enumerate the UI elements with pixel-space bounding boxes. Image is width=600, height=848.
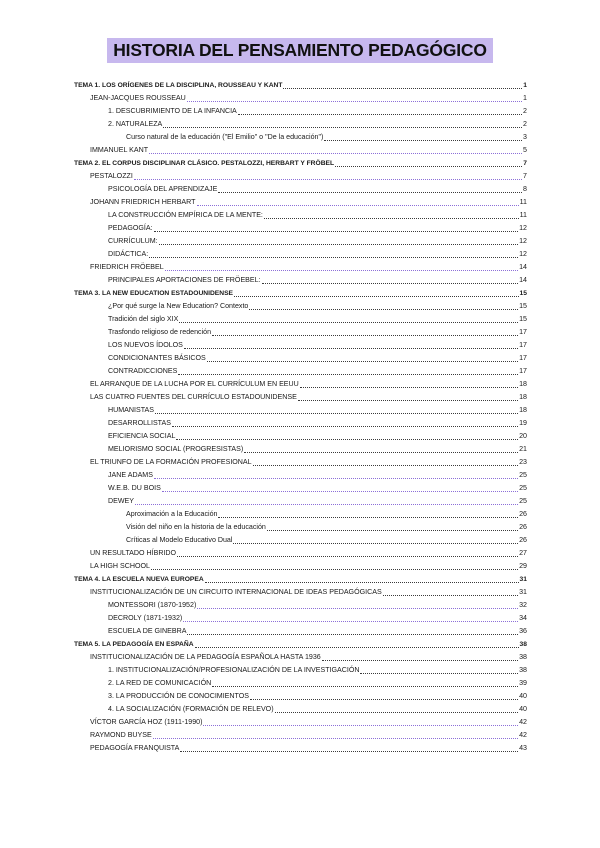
toc-entry-label: INSTITUCIONALIZACIÓN DE UN CIRCUITO INTERNACIONAL DE IDEAS PEDAGÓGICAS	[90, 588, 382, 597]
dot-leader	[197, 198, 519, 206]
dot-leader	[155, 406, 518, 414]
toc-entry-label: MELIORISMO SOCIAL (PROGRESISTAS)	[108, 445, 244, 454]
toc-entry-label: PRINCIPALES APORTACIONES DE FRÖEBEL:	[108, 276, 261, 285]
toc-entry-page-number: 15	[519, 315, 527, 324]
toc-entry[interactable]	[74, 637, 527, 649]
toc-entry[interactable]	[126, 520, 527, 532]
dot-leader	[324, 133, 522, 141]
dot-leader	[195, 640, 519, 648]
toc-entry[interactable]	[108, 598, 527, 610]
dot-leader	[244, 445, 518, 453]
toc-entry-label: JOHANN FRIEDRICH HERBART	[90, 198, 196, 207]
toc-entry[interactable]	[108, 208, 527, 220]
toc-entry-label: DEWEY	[108, 497, 135, 506]
dot-leader	[212, 679, 518, 687]
toc-entry-page-number: 26	[519, 523, 527, 532]
toc-entry-label: LA CONSTRUCCIÓN EMPÍRICA DE LA MENTE:	[108, 211, 263, 220]
dot-leader	[154, 471, 518, 479]
toc-entry[interactable]	[108, 403, 527, 415]
toc-entry-page-number: 18	[519, 393, 527, 402]
toc-entry[interactable]	[108, 676, 527, 688]
toc-entry[interactable]	[108, 182, 527, 194]
dot-leader	[159, 237, 518, 245]
toc-entry[interactable]	[108, 689, 527, 701]
dot-leader	[184, 341, 518, 349]
toc-entry[interactable]	[108, 663, 527, 675]
toc-entry[interactable]	[90, 91, 527, 103]
toc-entry-page-number: 11	[519, 211, 527, 220]
dot-leader	[283, 81, 522, 89]
toc-entry-label: PESTALOZZI	[90, 172, 133, 181]
toc-entry-page-number: 25	[519, 497, 527, 506]
dot-leader	[253, 458, 519, 466]
toc-entry-label: CURRÍCULUM:	[108, 237, 158, 246]
toc-entry-page-number: 40	[519, 705, 527, 714]
dot-leader	[183, 614, 518, 622]
toc-entry-page-number: 7	[523, 172, 527, 181]
toc-entry-label: 3. LA PRODUCCIÓN DE CONOCIMIENTOS	[108, 692, 249, 701]
toc-entry-label: FRIEDRICH FRÖEBEL	[90, 263, 164, 272]
toc-entry-page-number: 17	[519, 328, 527, 337]
dot-leader	[177, 549, 518, 557]
toc-entry-page-number: 42	[519, 718, 527, 727]
toc-entry-label: TEMA 1. LOS ORÍGENES DE LA DISCIPLINA, ROUSSEAU Y KANT	[74, 82, 283, 90]
toc-entry[interactable]	[108, 481, 527, 493]
dot-leader	[176, 432, 518, 440]
toc-entry[interactable]	[90, 455, 527, 467]
toc-entry[interactable]	[108, 312, 527, 324]
toc-entry[interactable]	[90, 377, 527, 389]
toc-entry-page-number: 25	[519, 471, 527, 480]
toc-entry-label: RAYMOND BUYSE	[90, 731, 152, 740]
dot-leader	[218, 510, 518, 518]
dot-leader	[197, 601, 518, 609]
dot-leader	[163, 120, 522, 128]
toc-entry-page-number: 20	[519, 432, 527, 441]
toc-entry-page-number: 23	[519, 458, 527, 467]
dot-leader	[187, 627, 518, 635]
toc-entry[interactable]	[108, 429, 527, 441]
toc-entry-label: 2. LA RED DE COMUNICACIÓN	[108, 679, 212, 688]
toc-entry-page-number: 19	[519, 419, 527, 428]
toc-entry-label: Críticas al Modelo Educativo Dual	[126, 536, 233, 545]
toc-entry-label: VÍCTOR GARCÍA HOZ (1911-1990)	[90, 718, 203, 727]
toc-entry[interactable]	[90, 546, 527, 558]
toc-entry[interactable]	[90, 585, 527, 597]
dot-leader	[335, 159, 522, 167]
toc-entry-page-number: 3	[523, 133, 527, 142]
toc-entry-page-number: 27	[519, 549, 527, 558]
dot-leader	[250, 692, 518, 700]
toc-entry-page-number: 2	[523, 120, 527, 129]
toc-entry-label: UN RESULTADO HÍBRIDO	[90, 549, 177, 558]
toc-entry[interactable]	[74, 156, 527, 168]
toc-entry-page-number: 39	[519, 679, 527, 688]
toc-entry-page-number: 1	[523, 94, 527, 103]
toc-entry-page-number: 18	[519, 406, 527, 415]
toc-entry-label: JEAN-JACQUES ROUSSEAU	[90, 94, 186, 103]
dot-leader	[218, 185, 522, 193]
dot-leader	[149, 146, 522, 154]
toc-entry[interactable]	[108, 468, 527, 480]
toc-entry[interactable]	[74, 78, 527, 90]
toc-entry[interactable]	[90, 195, 527, 207]
toc-entry[interactable]	[108, 104, 527, 116]
toc-entry[interactable]	[108, 247, 527, 259]
toc-entry-label: PEDAGOGÍA:	[108, 224, 153, 233]
toc-entry[interactable]	[90, 728, 527, 740]
toc-entry-page-number: 26	[519, 536, 527, 545]
toc-entry-page-number: 32	[519, 601, 527, 610]
toc-entry[interactable]	[90, 559, 527, 571]
toc-entry-page-number: 17	[519, 354, 527, 363]
toc-entry-page-number: 42	[519, 731, 527, 740]
dot-leader	[162, 484, 518, 492]
dot-leader	[149, 250, 518, 258]
dot-leader	[383, 588, 518, 596]
toc-entry[interactable]	[108, 351, 527, 363]
toc-entry-page-number: 38	[519, 641, 527, 649]
toc-entry-label: 2. NATURALEZA	[108, 120, 163, 129]
dot-leader	[300, 380, 518, 388]
toc-entry[interactable]	[108, 442, 527, 454]
toc-entry-page-number: 12	[519, 224, 527, 233]
toc-entry[interactable]	[90, 169, 527, 181]
toc-entry-page-number: 17	[519, 367, 527, 376]
toc-entry[interactable]	[108, 117, 527, 129]
dot-leader	[249, 302, 518, 310]
toc-entry-label: TEMA 4. LA ESCUELA NUEVA EUROPEA	[74, 576, 204, 584]
toc-entry[interactable]	[108, 494, 527, 506]
dot-leader	[203, 718, 518, 726]
toc-entry[interactable]	[74, 572, 527, 584]
toc-entry-page-number: 25	[519, 484, 527, 493]
dot-leader	[322, 653, 518, 661]
toc-entry-page-number: 5	[523, 146, 527, 155]
title-wrapper	[0, 38, 600, 63]
toc-entry-label: DESARROLLISTAS	[108, 419, 171, 428]
toc-entry-page-number: 34	[519, 614, 527, 623]
toc-entry-label: PSICOLOGÍA DEL APRENDIZAJE	[108, 185, 218, 194]
toc-entry-page-number: 18	[519, 380, 527, 389]
toc-entry[interactable]	[108, 273, 527, 285]
dot-leader	[135, 497, 518, 505]
page-title: HISTORIA DEL PENSAMIENTO PEDAGÓGICO	[107, 38, 493, 63]
toc-entry-page-number: 8	[523, 185, 527, 194]
toc-entry-page-number: 17	[519, 341, 527, 350]
toc-entry-label: 4. LA SOCIALIZACIÓN (FORMACIÓN DE RELEVO)	[108, 705, 274, 714]
toc-entry-page-number: 38	[519, 653, 527, 662]
toc-entry-page-number: 38	[519, 666, 527, 675]
dot-leader	[212, 328, 518, 336]
dot-leader	[298, 393, 518, 401]
toc-entry-label: Tradición del siglo XIX	[108, 315, 179, 324]
toc-entry[interactable]	[90, 715, 527, 727]
toc-entry[interactable]	[126, 533, 527, 545]
toc-entry[interactable]	[108, 221, 527, 233]
dot-leader	[207, 354, 518, 362]
dot-leader	[360, 666, 518, 674]
toc-entry[interactable]	[108, 299, 527, 311]
toc-entry-page-number: 14	[519, 276, 527, 285]
dot-leader	[154, 224, 519, 232]
dot-leader	[205, 575, 519, 583]
dot-leader	[233, 536, 518, 544]
toc-entry[interactable]	[108, 364, 527, 376]
toc-entry-label: ESCUELA DE GINEBRA	[108, 627, 187, 636]
toc-entry-page-number: 11	[519, 198, 527, 207]
toc-entry[interactable]	[108, 416, 527, 428]
toc-entry-label: Curso natural de la educación ("El Emilio" o "De la educación")	[126, 133, 324, 142]
toc-entry-page-number: 26	[519, 510, 527, 519]
toc-entry-label: DECROLY (1871-1932)	[108, 614, 183, 623]
toc-entry[interactable]	[108, 234, 527, 246]
toc-entry-label: CONDICIONANTES BÁSICOS	[108, 354, 206, 363]
toc-entry-label: EL ARRANQUE DE LA LUCHA POR EL CURRÍCULUM EN EEUU	[90, 380, 299, 389]
toc-entry-label: LA HIGH SCHOOL	[90, 562, 150, 571]
toc-entry-page-number: 15	[519, 290, 527, 298]
toc-entry[interactable]	[90, 650, 527, 662]
toc-entry-label: Trasfondo religioso de redención	[108, 328, 212, 337]
dot-leader	[178, 367, 518, 375]
toc-entry-label: EFICIENCIA SOCIAL	[108, 432, 176, 441]
toc-entry[interactable]	[108, 702, 527, 714]
dot-leader	[153, 731, 518, 739]
toc-entry[interactable]	[108, 611, 527, 623]
dot-leader	[151, 562, 518, 570]
dot-leader	[172, 419, 518, 427]
toc-entry[interactable]	[126, 130, 527, 142]
toc-entry-label: Visión del niño en la historia de la educación	[126, 523, 266, 532]
toc-entry-label: JANE ADAMS	[108, 471, 153, 480]
dot-leader	[180, 744, 518, 752]
toc-entry-page-number: 21	[519, 445, 527, 454]
toc-entry-label: 1. INSTITUCIONALIZACIÓN/PROFESIONALIZACIÓN DE LA INVESTIGACIÓN	[108, 666, 360, 675]
toc-entry-label: PEDAGOGÍA FRANQUISTA	[90, 744, 180, 753]
toc-entry-label: EL TRIUNFO DE LA FORMACIÓN PROFESIONAL	[90, 458, 252, 467]
toc-entry[interactable]	[108, 624, 527, 636]
toc-entry-label: CONTRADICCIONES	[108, 367, 178, 376]
toc-entry[interactable]	[108, 338, 527, 350]
toc-entry-label: DIDÁCTICA:	[108, 250, 149, 259]
dot-leader	[179, 315, 518, 323]
toc-entry-page-number: 1	[523, 82, 527, 90]
dot-leader	[187, 94, 522, 102]
dot-leader	[238, 107, 522, 115]
toc-entry[interactable]	[74, 286, 527, 298]
toc-entry-label: ¿Por qué surge la New Education? Contexto	[108, 302, 249, 311]
toc-entry[interactable]	[90, 143, 527, 155]
toc-entry-page-number: 40	[519, 692, 527, 701]
toc-entry-label: 1. DESCUBRIMIENTO DE LA INFANCIA	[108, 107, 237, 116]
toc-entry-label: LAS CUATRO FUENTES DEL CURRÍCULO ESTADOUNIDENSE	[90, 393, 297, 402]
dot-leader	[134, 172, 522, 180]
dot-leader	[267, 523, 518, 531]
toc-entry-label: TEMA 5. LA PEDAGOGÍA EN ESPAÑA	[74, 641, 194, 649]
toc-entry-page-number: 36	[519, 627, 527, 636]
dot-leader	[275, 705, 519, 713]
toc-entry[interactable]	[90, 390, 527, 402]
toc-entry-label: MONTESSORI (1870-1952)	[108, 601, 197, 610]
toc-entry-page-number: 15	[519, 302, 527, 311]
toc-entry[interactable]	[90, 260, 527, 272]
toc-entry[interactable]	[108, 325, 527, 337]
toc-entry-label: HUMANISTAS	[108, 406, 154, 415]
toc-entry-label: TEMA 3. LA NEW EDUCATION ESTADOUNIDENSE	[74, 290, 234, 298]
toc-entry-page-number: 12	[519, 237, 527, 246]
toc-entry-label: Aproximación a la Educación	[126, 510, 218, 519]
toc-entry-page-number: 43	[519, 744, 527, 753]
toc-entry-label: INSTITUCIONALIZACIÓN DE LA PEDAGOGÍA ESPAÑOLA HASTA 1936	[90, 653, 321, 662]
toc-entry-label: LOS NUEVOS ÍDOLOS	[108, 341, 183, 350]
toc-entry-page-number: 12	[519, 250, 527, 259]
toc-entry-label: W.E.B. DU BOIS	[108, 484, 161, 493]
toc-entry-page-number: 31	[519, 588, 527, 597]
dot-leader	[262, 276, 519, 284]
toc-entry[interactable]	[126, 507, 527, 519]
toc-entry-label: TEMA 2. EL CORPUS DISCIPLINAR CLÁSICO. PESTALOZZI, HERBART Y FRÖBEL	[74, 160, 335, 168]
toc-entry-page-number: 31	[519, 576, 527, 584]
dot-leader	[234, 289, 519, 297]
toc-entry-page-number: 14	[519, 263, 527, 272]
toc-entry-page-number: 2	[523, 107, 527, 116]
dot-leader	[264, 211, 519, 219]
toc-entry-page-number: 7	[523, 160, 527, 168]
toc-entry[interactable]	[90, 741, 527, 753]
toc-entry-page-number: 29	[519, 562, 527, 571]
toc-entry-label: IMMANUEL KANT	[90, 146, 149, 155]
dot-leader	[165, 263, 518, 271]
